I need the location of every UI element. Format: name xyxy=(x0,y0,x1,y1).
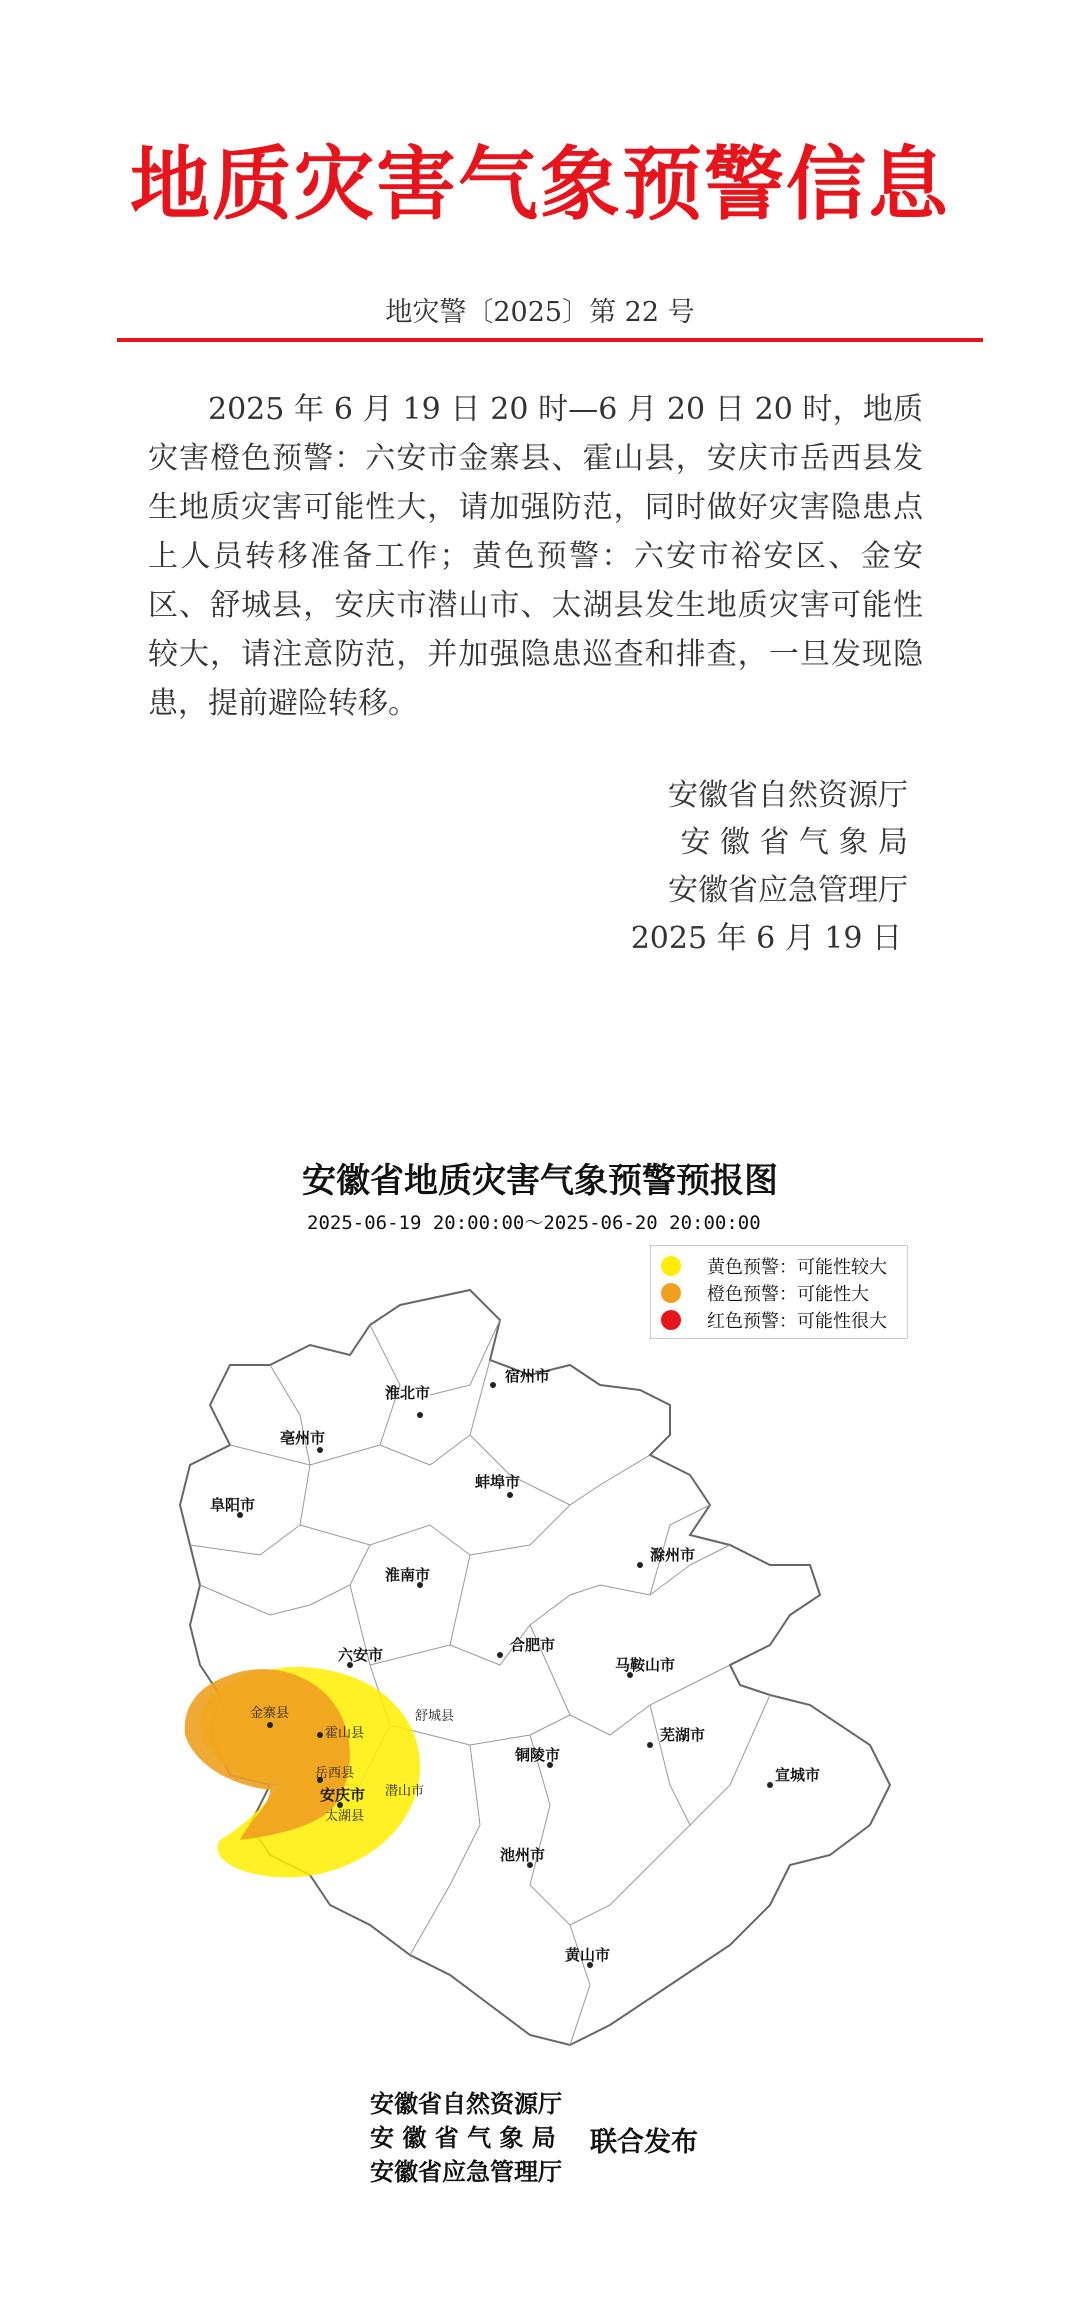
label-fuyang: 阜阳市 xyxy=(210,1496,256,1514)
label-huangshan: 黄山市 xyxy=(565,1946,611,1964)
signature-date: 2025 年 6 月 19 日 xyxy=(630,921,902,956)
label-maanshan: 马鞍山市 xyxy=(615,1656,676,1674)
red-divider xyxy=(117,338,983,342)
label-chizhou: 池州市 xyxy=(500,1846,546,1864)
label-huaibei: 淮北市 xyxy=(385,1384,431,1402)
label-tongling: 铜陵市 xyxy=(515,1746,561,1764)
footer-org1: 安徽省自然资源厅 xyxy=(370,2090,562,2118)
signature-org3: 安徽省应急管理厅 xyxy=(668,873,908,908)
label-wuhu: 芜湖市 xyxy=(660,1726,706,1744)
label-suzhou: 宿州市 xyxy=(505,1367,551,1385)
label-shucheng: 舒城县 xyxy=(415,1709,455,1724)
footer-org3: 安徽省应急管理厅 xyxy=(370,2158,562,2186)
legend-red-label: 红色预警：可能性很大 xyxy=(707,1310,887,1332)
label-huainan: 淮南市 xyxy=(385,1566,431,1584)
label-bozhou: 亳州市 xyxy=(280,1429,326,1447)
footer-orgs xyxy=(370,2087,562,2189)
label-huoshan: 霍山县 xyxy=(325,1726,365,1741)
joint-release-label: 联合发布 xyxy=(590,2127,698,2158)
map-title: 安徽省地质灾害气象预警预报图 xyxy=(302,1161,778,1201)
document-number: 地灾警〔2025〕第 22 号 xyxy=(385,297,695,328)
label-hefei: 合肥市 xyxy=(510,1636,556,1654)
label-luan: 六安市 xyxy=(338,1646,384,1664)
label-bengbu: 蚌埠市 xyxy=(475,1473,521,1491)
signature-org1: 安徽省自然资源厅 xyxy=(668,778,908,813)
signature-org2: 安 徽 省 气 象 局 xyxy=(680,825,908,860)
anhui-warning-map xyxy=(170,1265,910,2065)
page-title: 地质灾害气象预警信息 xyxy=(130,137,950,231)
legend-yellow-label: 黄色预警：可能性较大 xyxy=(707,1256,887,1278)
label-qianshan: 潜山市 xyxy=(385,1784,425,1799)
warning-paragraph: 2025 年 6 月 19 日 20 时—6 月 20 日 20 时，地质灾害橙色预警：六安市金寨县、霍山县，安庆市岳西县发生地质灾害可能性大，请加强防范，同时做好灾害隐患点上人员转移准备工作；黄色预警：六安市裕安区、金安区、舒城县，安庆市潜山市、太湖县发生地质灾害可能性较大，请注意防范，并加强隐患巡查和排查，一旦发现隐患，提前避险转移。 xyxy=(148,392,923,721)
footer-org2: 安 徽 省 气 象 局 xyxy=(370,2124,556,2152)
label-anqing: 安庆市 xyxy=(320,1786,366,1804)
label-xuancheng: 宣城市 xyxy=(775,1766,821,1784)
label-chuzhou: 滁州市 xyxy=(650,1546,696,1564)
legend-orange-label: 橙色预警：可能性大 xyxy=(707,1283,869,1305)
label-yuexi: 岳西县 xyxy=(315,1766,355,1781)
label-taihu: 太湖县 xyxy=(325,1809,365,1824)
label-jinzhai: 金寨县 xyxy=(250,1706,290,1721)
map-subtitle: 2025-06-19 20:00:00～2025-06-20 20:00:00 xyxy=(307,1212,761,1234)
